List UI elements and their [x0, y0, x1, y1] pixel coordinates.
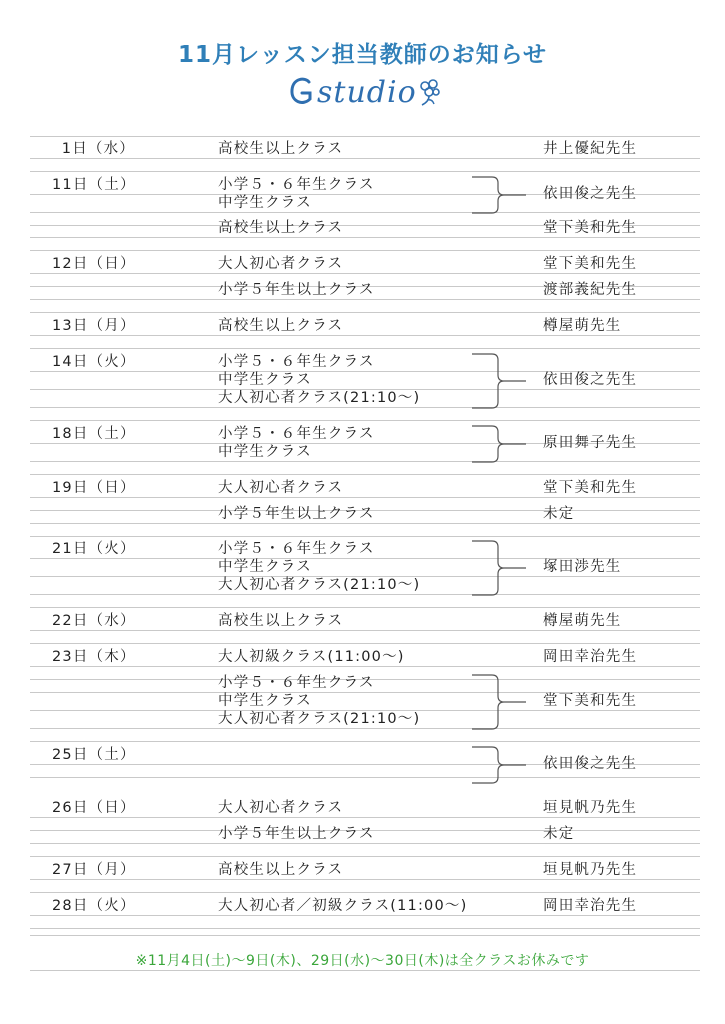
ruled-line [30, 237, 700, 238]
teacher-name: 垣見帆乃先生 [543, 862, 638, 878]
teacher-name: 岡田幸治先生 [543, 649, 638, 665]
ruled-line [30, 817, 700, 818]
class-name: 小学５・６年生クラス [218, 426, 375, 442]
teacher-name: 依田俊之先生 [543, 756, 638, 772]
ruled-line [30, 536, 700, 537]
ruled-line [30, 777, 700, 778]
date-label: 27日（月） [52, 862, 136, 878]
logo-text: studio [317, 74, 417, 110]
bracket-icon [470, 353, 530, 409]
date-label: 28日（火） [52, 898, 136, 914]
ruled-line [30, 497, 700, 498]
date-label: 26日（日） [52, 800, 136, 816]
ruled-line [30, 741, 700, 742]
class-name: 大人初心者クラス [218, 800, 344, 816]
date-label: 13日（月） [52, 318, 136, 334]
class-name: 高校生以上クラス [218, 613, 344, 629]
teacher-name: 垣見帆乃先生 [543, 800, 638, 816]
class-name: 小学５・６年生クラス [218, 354, 375, 370]
bracket-icon [470, 746, 530, 784]
ruled-line [30, 273, 700, 274]
class-name: 高校生以上クラス [218, 141, 344, 157]
class-name: 大人初心者クラス [218, 256, 344, 272]
teacher-name: 堂下美和先生 [543, 220, 638, 236]
ruled-line [30, 594, 700, 595]
ruled-line [30, 212, 700, 213]
bracket-icon [470, 540, 530, 596]
ruled-line [30, 630, 700, 631]
class-name: 大人初心者／初級クラス(11:00〜) [218, 898, 468, 914]
ruled-line [30, 843, 700, 844]
teacher-name: 堂下美和先生 [543, 693, 638, 709]
ruled-line [30, 136, 700, 137]
class-name: 高校生以上クラス [218, 862, 344, 878]
date-label: 14日（火） [52, 354, 136, 370]
page-title: 11月レッスン担当教師のお知らせ [177, 42, 548, 68]
class-name: 小学５・６年生クラス [218, 177, 375, 193]
class-name: 小学５年生以上クラス [218, 826, 375, 842]
ruled-line [30, 970, 700, 971]
class-name: 大人初心者クラス(21:10〜) [218, 390, 421, 406]
teacher-name: 原田舞子先生 [543, 435, 638, 451]
ruled-line [30, 461, 700, 462]
date-label: 19日（日） [52, 480, 136, 496]
class-name: 大人初心者クラス(21:10〜) [218, 577, 421, 593]
teacher-name: 塚田渉先生 [543, 559, 622, 575]
ruled-line [30, 348, 700, 349]
class-name: 小学５年生以上クラス [218, 506, 375, 522]
class-name: 大人初級クラス(11:00〜) [218, 649, 405, 665]
teacher-name: 井上優紀先生 [543, 141, 638, 157]
class-name: 小学５年生以上クラス [218, 282, 375, 298]
class-name: 中学生クラス [218, 444, 312, 460]
teacher-name: 渡部義紀先生 [543, 282, 638, 298]
teacher-name: 依田俊之先生 [543, 372, 638, 388]
teacher-name: 未定 [543, 506, 575, 522]
teacher-name: 樽屋萌先生 [543, 613, 622, 629]
date-label: 12日（日） [52, 256, 136, 272]
date-label: 22日（水） [52, 613, 136, 629]
teacher-name: 樽屋萌先生 [543, 318, 622, 334]
ruled-line [30, 407, 700, 408]
date-label: 21日（火） [52, 541, 136, 557]
ruled-line [30, 935, 700, 936]
date-label: 11日（土） [52, 177, 136, 193]
class-name: 中学生クラス [218, 195, 312, 211]
ruled-line [30, 643, 700, 644]
ruled-line [30, 335, 700, 336]
teacher-name: 未定 [543, 826, 575, 842]
class-name: 大人初心者クラス(21:10〜) [218, 711, 421, 727]
ruled-line [30, 474, 700, 475]
holiday-note: ※11月4日(土)〜9日(木)、29日(水)〜30日(木)は全クラスお休みです [135, 953, 590, 969]
ruled-line [30, 892, 700, 893]
teacher-name: 堂下美和先生 [543, 256, 638, 272]
class-name: 小学５・６年生クラス [218, 675, 375, 691]
bracket-icon [470, 674, 530, 730]
ruled-line [30, 158, 700, 159]
date-label: 1日（水） [61, 141, 135, 157]
teacher-name: 堂下美和先生 [543, 480, 638, 496]
bracket-icon [470, 176, 530, 214]
ruled-line [30, 312, 700, 313]
ruled-line [30, 728, 700, 729]
ruled-line [30, 666, 700, 667]
ruled-line [30, 879, 700, 880]
ruled-line [30, 915, 700, 916]
class-name: 中学生クラス [218, 559, 312, 575]
ruled-line [30, 420, 700, 421]
ruled-line [30, 250, 700, 251]
teacher-name: 岡田幸治先生 [543, 898, 638, 914]
ruled-line [30, 856, 700, 857]
class-name: 大人初心者クラス [218, 480, 344, 496]
date-label: 25日（土） [52, 747, 136, 763]
ruled-line [30, 523, 700, 524]
class-name: 中学生クラス [218, 372, 312, 388]
bracket-icon [470, 425, 530, 463]
ruled-line [30, 607, 700, 608]
class-name: 高校生以上クラス [218, 220, 344, 236]
ruled-line [30, 171, 700, 172]
class-name: 高校生以上クラス [218, 318, 344, 334]
date-label: 23日（木） [52, 649, 136, 665]
ruled-line [30, 299, 700, 300]
class-name: 中学生クラス [218, 693, 312, 709]
class-name: 小学５・６年生クラス [218, 541, 375, 557]
ruled-line [30, 928, 700, 929]
teacher-name: 依田俊之先生 [543, 186, 638, 202]
date-label: 18日（土） [52, 426, 136, 442]
